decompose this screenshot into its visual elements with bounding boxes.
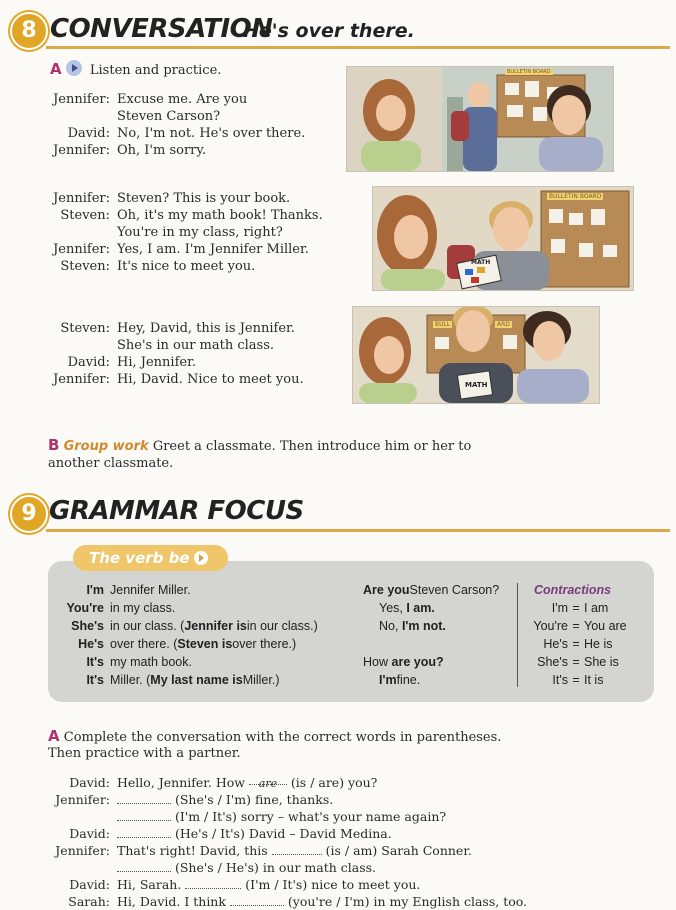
exercise-text-1: Complete the conversation with the correct words in parentheses. bbox=[63, 730, 502, 745]
grammar-row: It's Miller. ( My last name is Miller.) bbox=[86, 673, 280, 687]
exercise-line: Sarah: Hi, David. I think (you're / I'm) in my English class, too. bbox=[68, 894, 528, 909]
part-letter: A bbox=[50, 60, 62, 78]
math-book-label: MATH bbox=[465, 381, 488, 389]
dialogue-line: Jennifer: Hi, David. Nice to meet you. bbox=[53, 372, 304, 387]
dialogue-line: Jennifer: Oh, I'm sorry. bbox=[53, 143, 207, 158]
dialogue-line: Jennifer: Steven? This is your book. bbox=[53, 191, 291, 206]
part-b-instruction bbox=[48, 437, 471, 472]
grammar-row bbox=[363, 635, 499, 653]
answer-blank[interactable] bbox=[272, 844, 322, 855]
illustration-hallway bbox=[346, 66, 614, 172]
contractions-title: Contractions bbox=[534, 583, 612, 597]
exercise-text-2: Then practice with a partner. bbox=[48, 746, 241, 761]
answer-blank[interactable] bbox=[249, 774, 287, 790]
exercise-line: David: Hello, Jennifer. How are (is / are) you? bbox=[69, 775, 378, 790]
answer-blank[interactable] bbox=[117, 793, 171, 804]
answer-blank[interactable] bbox=[117, 827, 171, 838]
exercise-line: David: (He's / It's) David – David Medina. bbox=[69, 826, 392, 841]
instruction-text: Listen and practice. bbox=[89, 63, 222, 78]
grammar-row: Are you Steven Carson? bbox=[363, 583, 500, 597]
grammar-row: Yes, I am. bbox=[379, 601, 435, 615]
part-b-line-1 bbox=[48, 437, 471, 455]
illustration-book-return bbox=[372, 186, 634, 291]
part-letter: B bbox=[48, 436, 60, 454]
exercise-line: (She's / He's) in our math class. bbox=[50, 859, 527, 876]
dialogue-line: You're in my class, right? bbox=[117, 225, 283, 240]
bulletin-board-label: BULLETIN BOARD bbox=[549, 193, 602, 200]
math-book-label: MATH bbox=[471, 259, 491, 266]
bulletin-board-label: BULL bbox=[435, 321, 451, 328]
contraction-row: It's = It is bbox=[552, 673, 604, 687]
grammar-row: I'm Jennifer Miller. bbox=[86, 583, 191, 597]
dialogue-line: Steven: It's nice to meet you. bbox=[60, 259, 256, 274]
dialogue-line: Steven: Hey, David, this is Jennifer. bbox=[60, 321, 295, 336]
audio-play-icon[interactable] bbox=[194, 551, 208, 565]
section-subtitle: He's over there. bbox=[243, 20, 415, 42]
grammar-row: You're in my class. bbox=[66, 601, 176, 615]
group-work-label: Group work bbox=[63, 439, 149, 454]
dialogue-line: Jennifer: Excuse me. Are you bbox=[53, 92, 248, 107]
exercise-instruction bbox=[48, 728, 501, 762]
grammar-row: No, I'm not. bbox=[379, 619, 446, 633]
dialogue-line: David: Hi, Jennifer. bbox=[67, 355, 196, 370]
illustration-hallway-art bbox=[347, 67, 613, 171]
grammar-row: She's in our class. ( Jennifer is in our class.) bbox=[71, 619, 318, 633]
answer-blank[interactable] bbox=[117, 861, 171, 872]
contractions-table bbox=[524, 581, 644, 689]
answer-blank[interactable] bbox=[230, 895, 284, 906]
grammar-divider bbox=[517, 583, 518, 687]
grammar-questions bbox=[363, 581, 499, 689]
bulletin-board-label: ARD bbox=[497, 321, 510, 328]
grammar-statements bbox=[44, 581, 318, 689]
answer-blank[interactable] bbox=[185, 878, 241, 889]
dialogue-line: She's in our math class. bbox=[117, 338, 275, 353]
part-letter: A bbox=[48, 727, 60, 745]
grammar-row: How are you? bbox=[363, 655, 444, 669]
grammar-row: It's my math book. bbox=[86, 655, 192, 669]
exercise-instruction-line-1 bbox=[48, 728, 501, 746]
contraction-row: She's = She is bbox=[537, 655, 619, 669]
grammar-row: I'm fine. bbox=[379, 673, 421, 687]
dialogue-line: Steven: Oh, it's my math book! Thanks. bbox=[60, 208, 323, 223]
exercise-line: Jennifer: That's right! David, this (is / am) Sarah Conner. bbox=[55, 843, 472, 858]
illustration-book-return-art bbox=[373, 187, 633, 290]
dialogue-2 bbox=[50, 190, 323, 275]
grammar-tab-label: The verb be bbox=[89, 549, 190, 567]
answer-blank[interactable] bbox=[117, 810, 171, 821]
dialogue-line: Steven Carson? bbox=[117, 109, 221, 124]
section-rule bbox=[46, 529, 670, 532]
handwritten-answer: are bbox=[258, 777, 278, 790]
exercise-line: (I'm / It's) sorry – what's your name again? bbox=[50, 808, 527, 825]
section-title: CONVERSATION bbox=[50, 14, 273, 44]
part-b-text-2: another classmate. bbox=[48, 456, 174, 471]
illustration-introduction bbox=[352, 306, 600, 404]
dialogue-line: David: No, I'm not. He's over there. bbox=[67, 126, 306, 141]
dialogue-1 bbox=[50, 91, 305, 159]
dialogue-line: Jennifer: Yes, I am. I'm Jennifer Miller. bbox=[53, 242, 309, 257]
dialogue-3 bbox=[50, 320, 304, 388]
bulletin-board-label: BULLETIN BOARD bbox=[507, 69, 551, 75]
section-title: GRAMMAR FOCUS bbox=[49, 496, 304, 526]
grammar-row: He's over there. ( Steven is over there.) bbox=[78, 637, 297, 651]
section-number-badge: 9 bbox=[10, 495, 48, 533]
section-number-badge: 8 bbox=[10, 12, 48, 50]
part-b-text-1: Greet a classmate. Then introduce him or her to bbox=[152, 439, 472, 454]
exercise-line: Jennifer: (She's / I'm) fine, thanks. bbox=[55, 792, 334, 807]
grammar-tab bbox=[73, 545, 228, 571]
exercise-conversation bbox=[50, 774, 527, 910]
contraction-row: You're = You are bbox=[533, 619, 627, 633]
section-rule bbox=[46, 46, 670, 49]
exercise-line: David: Hi, Sarah. (I'm / It's) nice to meet you. bbox=[69, 877, 421, 892]
contraction-row: I'm = I am bbox=[551, 601, 609, 615]
part-a-instruction bbox=[50, 60, 221, 78]
contraction-row: He's = He is bbox=[543, 637, 613, 651]
audio-play-icon[interactable] bbox=[66, 60, 82, 76]
